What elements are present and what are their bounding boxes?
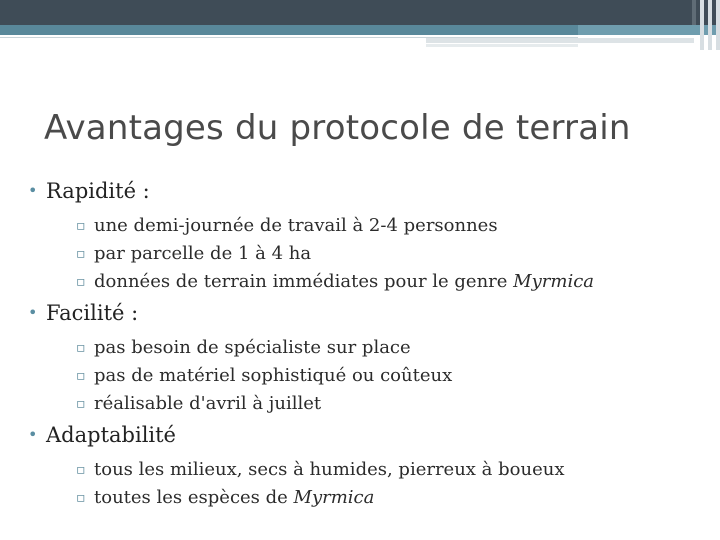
square-bullet-icon: ▫ [76,490,86,506]
item-italic: Myrmica [513,271,595,292]
section-label: Facilité : [46,301,139,325]
sub-list [28,456,708,512]
section-heading [28,300,708,326]
square-bullet-icon: ▫ [76,246,86,262]
section-rapidite [28,178,708,296]
square-bullet-icon: ▫ [76,462,86,478]
list-item [28,268,708,296]
sub-list [28,212,708,296]
section-heading [28,422,708,448]
item-italic: Myrmica [293,487,375,508]
square-bullet-icon: ▫ [76,396,86,412]
section-label: Rapidité : [46,179,150,203]
corner-stripe [708,0,712,50]
square-bullet-icon: ▫ [76,368,86,384]
list-item [28,334,708,362]
list-item [28,240,708,268]
list-item [28,362,708,390]
list-item [28,484,708,512]
list-item [28,456,708,484]
square-bullet-icon: ▫ [76,340,86,356]
bullet-icon: • [28,181,38,200]
sub-list [28,334,708,418]
slide-title: Avantages du protocole de terrain [44,108,631,148]
square-bullet-icon: ▫ [76,274,86,290]
item-text: réalisable d'avril à juillet [94,393,322,414]
header-stripe [426,38,694,43]
item-text: données de terrain immédiates pour le genre [94,271,514,292]
item-text: pas besoin de spécialiste sur place [94,337,411,358]
header-bar-dark [0,0,720,25]
section-label: Adaptabilité [46,423,176,447]
slide-content [28,178,708,516]
bullet-icon: • [28,425,38,444]
item-text: une demi-journée de travail à 2-4 personnes [94,215,498,236]
list-item [28,390,708,418]
corner-stripes [686,0,720,50]
item-text: tous les milieux, secs à humides, pierreux à boueux [94,459,565,480]
corner-stripe [716,0,720,50]
item-text: par parcelle de 1 à 4 ha [94,243,312,264]
list-item [28,212,708,240]
corner-stripe [700,0,704,50]
section-facilite [28,300,708,418]
item-text: toutes les espèces de [94,487,294,508]
bullet-icon: • [28,303,38,322]
section-adaptabilite [28,422,708,512]
header-stripe-short [426,44,578,47]
square-bullet-icon: ▫ [76,218,86,234]
item-text: pas de matériel sophistiqué ou coûteux [94,365,453,386]
corner-stripe [692,0,696,25]
section-heading [28,178,708,204]
